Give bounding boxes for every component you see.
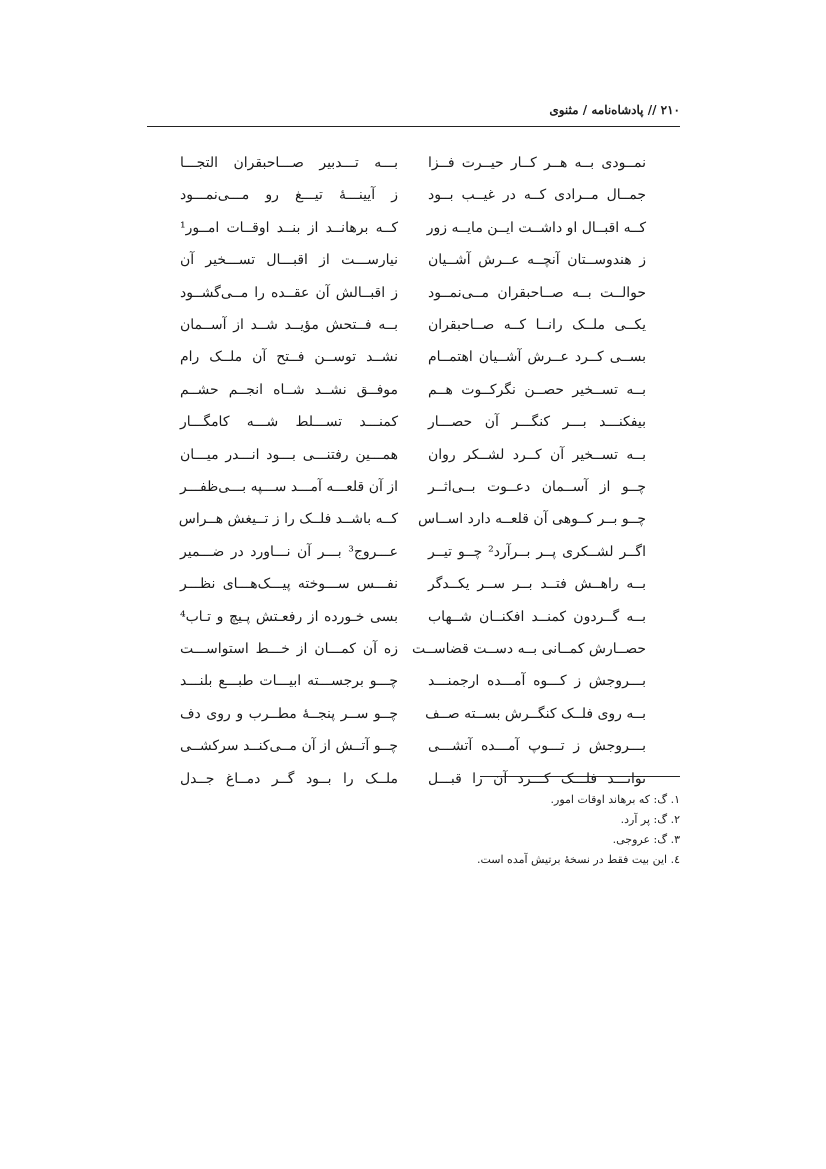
verse-10-first-hemistich: بــه تســخیر آن کــرد لشــکر روان [428, 446, 646, 463]
verse-8-first-hemistich: بــه تســخیر حصــن نگرکــوت هــم [428, 381, 646, 398]
verse-17-second-hemistich: چـــو برجســـته ابیـــات طبـــع بلنـــد [180, 673, 398, 690]
verse-9-second-hemistich: کمنـــد تســـلط شـــه کامگـــار [180, 414, 398, 431]
verse-5-first-hemistich: حوالــت بــه صــاحبقران مــی‌نمــود [428, 284, 646, 301]
footnote-rule [480, 776, 680, 777]
header-rule [147, 126, 680, 127]
verse-12-second-hemistich: کــه باشــد فلــک را ز تــیغش هــراس [178, 511, 398, 528]
verse-9-first-hemistich: بیفکنـــد بـــر کنگـــر آن حصـــار [428, 414, 646, 431]
verse-7-second-hemistich: نشــد توســن فــتح آن ملــک رام [180, 349, 398, 366]
verse-2-first-hemistich: جمــال مــرادی کــه در غیــب بــود [428, 187, 646, 204]
verse-1-second-hemistich: بـــه تـــدبیر صـــاحبقران التجـــا [180, 155, 398, 171]
verse-6-second-hemistich: بــه فــتحش مؤیــد شــد از آســمان [180, 317, 398, 333]
verse-11-first-hemistich: چــو از آســمان دعــوت بــی‌اثــر [428, 479, 646, 495]
verse-16-first-hemistich: حصــارش کمــانی بــه دســت قضاســت [411, 641, 646, 657]
verse-7-first-hemistich: بســی کــرد عــرش آشــیان اهتمــام [428, 349, 646, 366]
verse-15-first-hemistich: بــه گــردون کمنــد افکنــان شــهاب [428, 608, 646, 625]
verse-4-first-hemistich: ز هندوســتان آنچــه عــرش آشــیان [428, 252, 646, 269]
verse-2-second-hemistich: ز آیینـــهٔ تیـــغ رو مـــی‌نمـــود [180, 187, 398, 204]
verse-19-first-hemistich: بـــروجش ز تـــوپ آمـــده آتشـــی [428, 738, 646, 755]
footnote-2: ۲. گ: پر آرد. [620, 813, 680, 826]
verse-14-first-hemistich: بــه راهــش فتــد بــر ســر یکــدگر [428, 576, 646, 593]
verse-8-second-hemistich: موفــق نشــد شــاه انجــم حشــم [180, 381, 398, 398]
footnote-3: ۳. گ: عروجی. [612, 833, 680, 846]
footnote-4: ٤. این بیت فقط در نسخهٔ برتیش آمده است. [476, 853, 680, 866]
verse-11-second-hemistich: از آن قلعـــه آمـــد ســـپه بـــی‌ظفـــر [180, 479, 398, 495]
verse-4-second-hemistich: نیارســـت از اقبـــال تســـخیر آن [180, 252, 398, 269]
verse-1-first-hemistich: نمــودی بــه هــر کــار حیــرت فــزا [428, 155, 646, 171]
verse-3-first-hemistich: کــه اقبــال او داشــت ایــن مایــه زور [426, 219, 646, 236]
verse-20-second-hemistich: ملــک را بــود گــر دمــاغ جــدل [180, 770, 398, 787]
footnote-1: ۱. گ: که برهاند اوقات امور. [550, 793, 680, 806]
footnotes [340, 790, 680, 870]
verse-6-first-hemistich: یکــی ملــک رانــا کــه صــاحبقران [428, 317, 646, 333]
verse-19-second-hemistich: چــو آتــش از آن مــی‌کنــد سرکشــی [180, 738, 398, 755]
verse-14-second-hemistich: نفـــس ســـوخته پیـــک‌هـــای نظـــر [180, 576, 398, 593]
verse-3-second-hemistich: کــه برهانــد از بنــد اوقــات امــور¹ [180, 219, 398, 236]
verse-17-first-hemistich: بـــروجش ز کـــوه آمـــده ارجمنـــد [428, 673, 646, 690]
verse-10-second-hemistich: همـــین رفتنـــی بـــود انـــدر میـــان [180, 446, 398, 463]
verse-15-second-hemistich: بسی خـورده از رفعـتش پـیچ و تـاب⁴ [180, 608, 398, 625]
running-header: ۲۱۰ // پادشاه‌نامه / مثنوی [549, 103, 680, 117]
verse-20-first-hemistich: توانـــد فلـــک کـــرد آن را قبـــل [428, 770, 646, 787]
verse-18-second-hemistich: چــو ســر پنجــهٔ مطــرب و روی دف [180, 705, 398, 722]
verse-18-first-hemistich: بــه روی فلــک کنگــرش بســته صــف [425, 705, 646, 722]
verse-12-first-hemistich: چــو بــر کــوهی آن قلعــه دارد اســاس [417, 511, 646, 528]
verse-13-second-hemistich: عـــروج³ بـــر آن نـــاورد در ضـــمیر [180, 543, 398, 560]
verse-5-second-hemistich: ز اقبــالش آن عقــده را مــی‌گشــود [180, 284, 398, 301]
verse-13-first-hemistich: اگــر لشــکری پــر بــرآرد² چــو تیــر [428, 543, 646, 560]
verse-16-second-hemistich: زه آن کمـــان از خـــط استواســـت [180, 641, 398, 657]
